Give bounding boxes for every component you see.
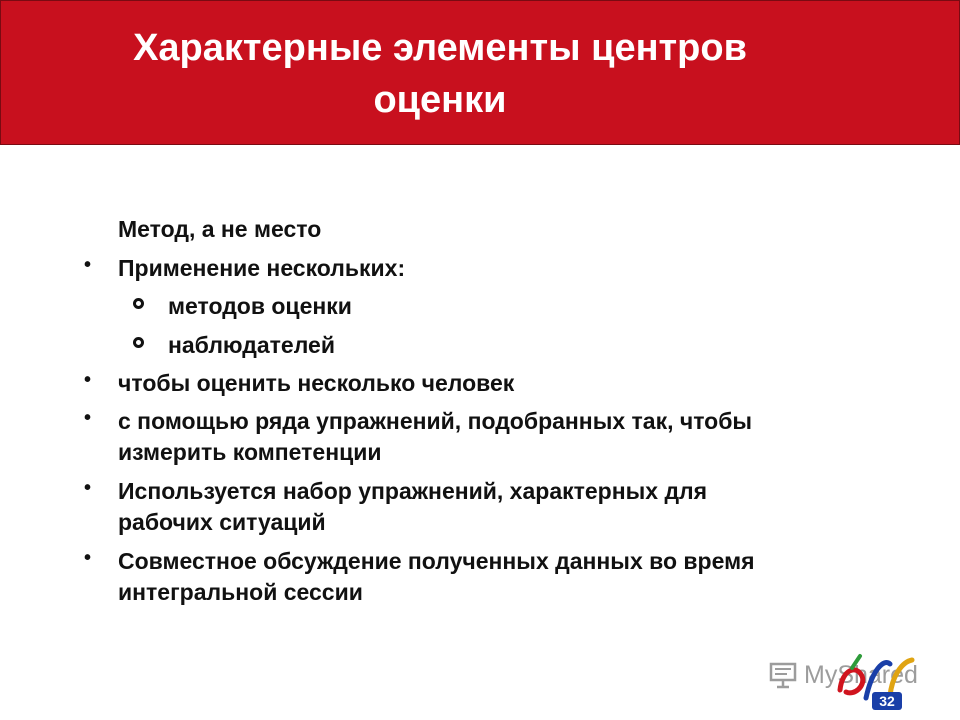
bullet-line: Используется набор упражнений, характерных для <box>118 478 708 504</box>
bullet-line: интегральной сессии <box>118 579 363 605</box>
presentation-board-icon <box>768 660 798 690</box>
bullet-item <box>118 406 752 468</box>
bullet-item <box>118 368 514 399</box>
logo-badge-number: 32 <box>879 693 895 709</box>
bullet-line: с помощью ряда упражнений, подобранных так, чтобы <box>118 408 753 434</box>
hollow-circle-bullet-icon <box>133 337 144 348</box>
org-logo <box>832 650 924 712</box>
bullet-line: Применение нескольких: <box>118 255 406 281</box>
bullet-line: измерить компетенции <box>118 439 382 465</box>
slide-title-line-2: оценки <box>373 79 507 121</box>
hollow-circle-bullet-icon <box>133 298 144 309</box>
bullet-item <box>118 546 755 608</box>
watermark-text: MyShared <box>804 661 918 689</box>
bullet-marker: • <box>84 407 92 429</box>
bullet-item <box>118 253 405 284</box>
bullet-marker: • <box>84 254 92 276</box>
bullet-line: чтобы оценить несколько человек <box>118 370 515 396</box>
sub-item: наблюдателей <box>168 332 335 358</box>
bullet-line: Совместное обсуждение полученных данных во время <box>118 548 755 574</box>
intro-text: Метод, а не место <box>118 216 322 242</box>
slide-title-line-1: Характерные элементы центров <box>133 27 747 69</box>
bullet-marker: • <box>84 547 92 569</box>
bullet-item <box>118 476 707 538</box>
bullet-marker: • <box>84 369 92 391</box>
bullet-line: рабочих ситуаций <box>118 509 326 535</box>
sub-item: методов оценки <box>168 293 352 319</box>
bullet-marker: • <box>84 477 92 499</box>
